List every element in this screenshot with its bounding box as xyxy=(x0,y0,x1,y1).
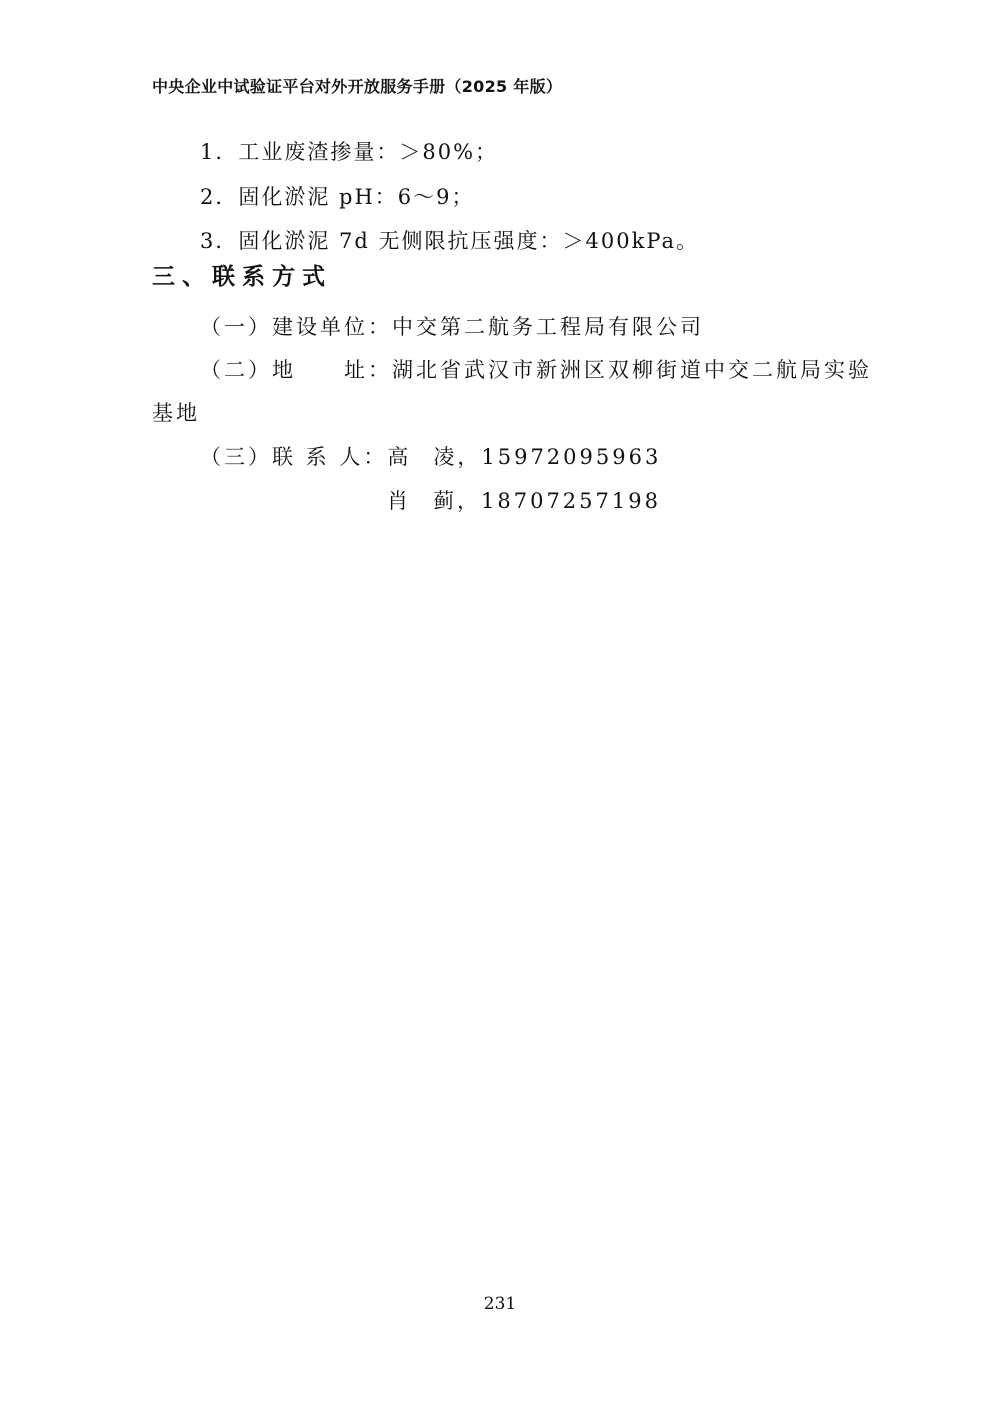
contact-person-line xyxy=(200,441,661,471)
requirement-item-3: 3．固化淤泥 7d 无侧限抗压强度：＞400kPa。 xyxy=(200,229,700,253)
contact-address-value: 湖北省武汉市新洲区双柳街道中交二航局实验 xyxy=(392,358,872,382)
contact-person2-surname: 肖 xyxy=(387,489,411,513)
contact-address-label-a: （二）地 xyxy=(200,358,296,382)
contact-person1-surname: 高 xyxy=(387,445,412,469)
contact-address-line xyxy=(200,354,872,384)
running-header: 中央企业中试验证平台对外开放服务手册（2025 年版） xyxy=(152,77,563,96)
requirement-item-1: 1．工业废渣掺量：＞80%； xyxy=(200,140,499,164)
contact-address-label-b: 址： xyxy=(344,358,392,382)
contact-unit-line xyxy=(200,311,704,341)
contact-person-label: （三）联 系 人： xyxy=(200,445,388,469)
contact-unit-value: 中交第二航务工程局有限公司 xyxy=(392,315,704,339)
section-heading: 三、联系方式 xyxy=(152,264,332,290)
contact-person2-line xyxy=(387,485,661,515)
page-number: 231 xyxy=(483,1294,517,1314)
contact-person1-detail: 凌，15972095963 xyxy=(433,445,662,469)
contact-address-continuation: 基地 xyxy=(152,401,200,425)
contact-person2-detail: 蓟，18707257198 xyxy=(433,489,661,513)
contact-unit-label: （一）建设单位： xyxy=(200,315,392,339)
requirement-item-2: 2．固化淤泥 pH：6～9； xyxy=(200,185,475,209)
